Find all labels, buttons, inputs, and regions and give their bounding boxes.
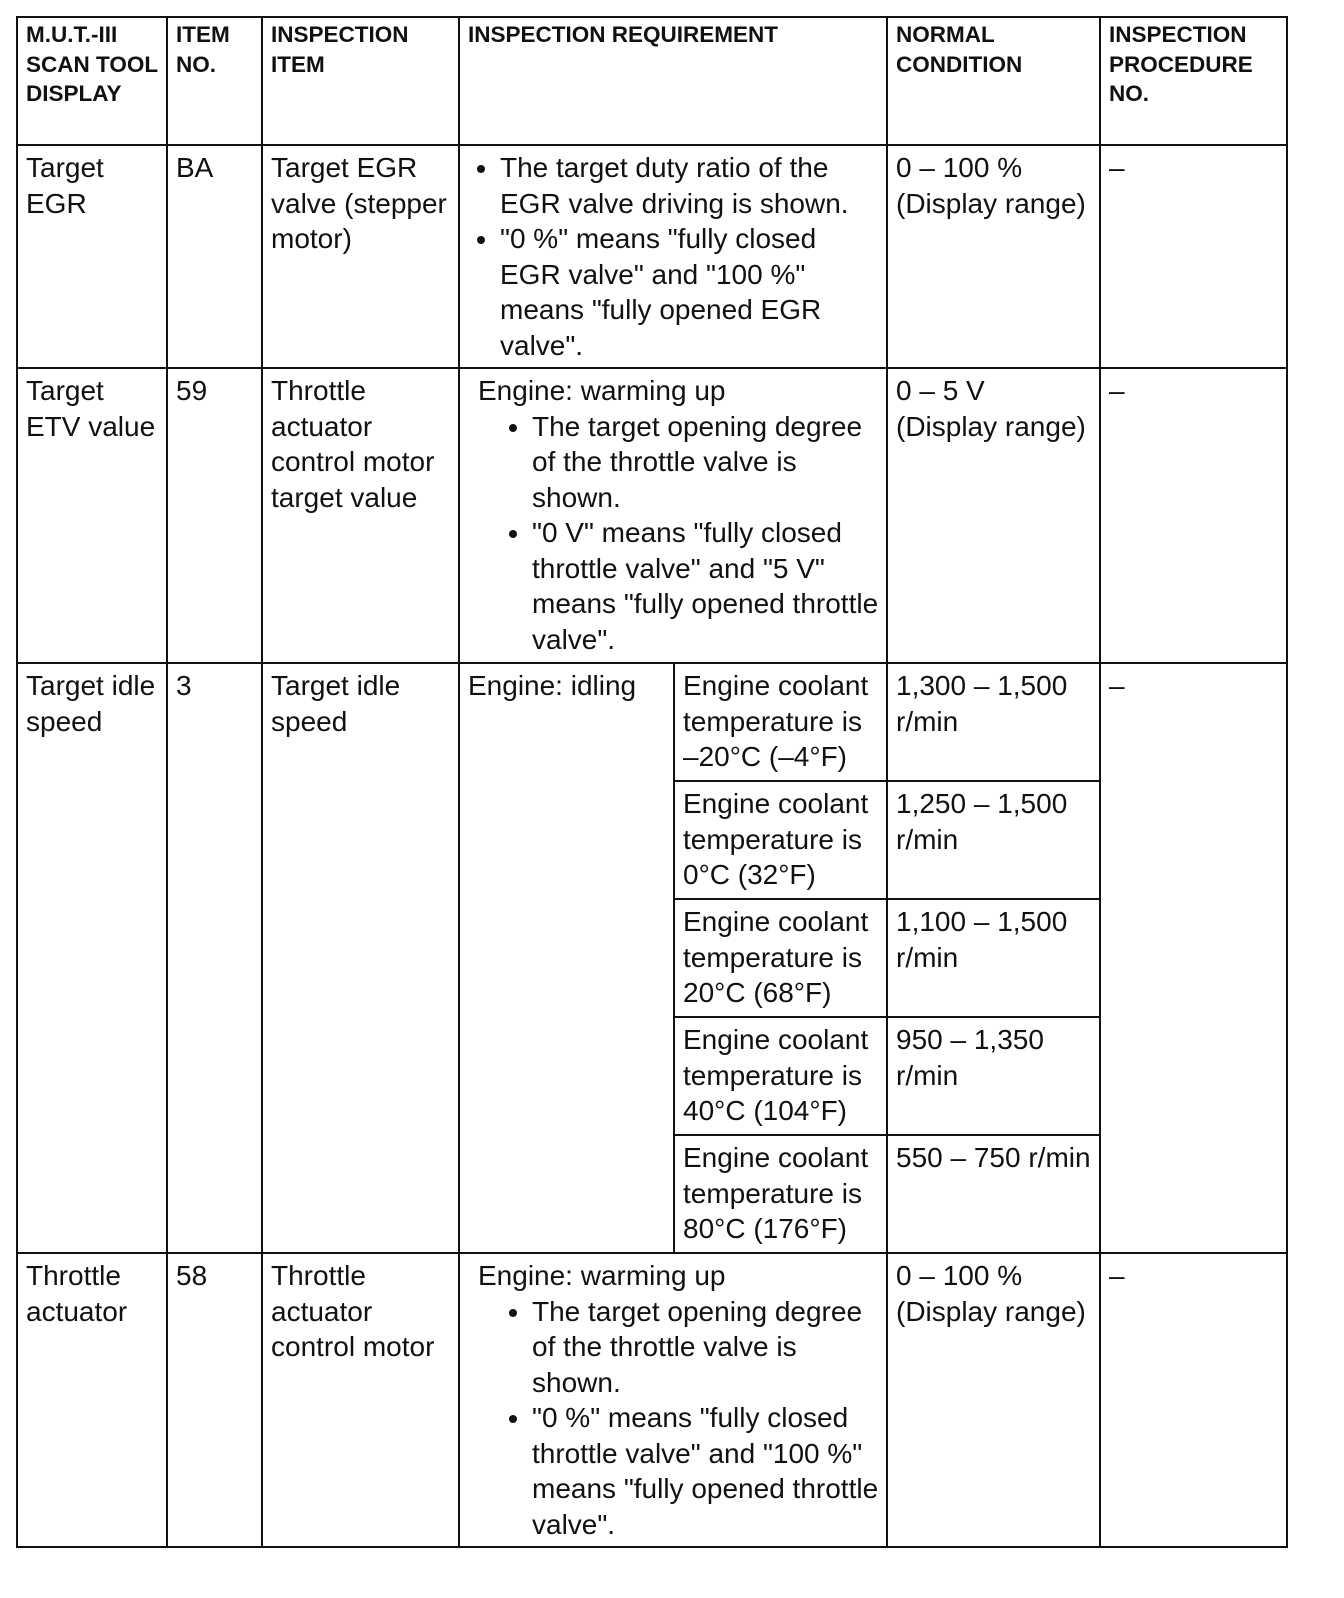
table-row — [17, 1253, 1287, 1547]
procedure-cell: – — [1100, 368, 1287, 663]
condition-text: Engine: warming up — [478, 375, 726, 406]
display-cell: Target ETV value — [17, 368, 167, 663]
requirement-cell — [459, 145, 887, 368]
procedure-cell: – — [1100, 1253, 1287, 1547]
normal-cell: 950 – 1,350 r/min — [887, 1017, 1100, 1135]
requirement-cell — [459, 368, 887, 663]
header-normal: NORMAL CONDITION — [887, 17, 1100, 145]
normal-cell: 550 – 750 r/min — [887, 1135, 1100, 1253]
header-item: INSPECTION ITEM — [262, 17, 459, 145]
subcondition-cell: Engine coolant temperature is 0°C (32°F) — [674, 781, 887, 899]
normal-cell: 1,100 – 1,500 r/min — [887, 899, 1100, 1017]
requirement-bullet: • The target opening degree of the throttle valve is shown. — [532, 409, 880, 516]
table-row — [17, 663, 1287, 781]
item-no-cell: 3 — [167, 663, 262, 1253]
item-cell: Target idle speed — [262, 663, 459, 1253]
header-requirement: INSPECTION REQUIREMENT — [459, 17, 887, 145]
requirement-list — [468, 1294, 880, 1543]
normal-cell: 0 – 100 % (Display range) — [887, 145, 1100, 368]
subcondition-cell: Engine coolant temperature is 40°C (104°F) — [674, 1017, 887, 1135]
subcondition-cell: Engine coolant temperature is 80°C (176°F) — [674, 1135, 887, 1253]
requirement-bullet: • "0 %" means "fully closed throttle valve" and "100 %" means "fully opened throttle valve". — [532, 1400, 880, 1542]
requirement-list — [468, 150, 880, 363]
subcondition-cell: Engine coolant temperature is 20°C (68°F) — [674, 899, 887, 1017]
condition-text: Engine: warming up — [478, 1260, 726, 1291]
header-display: M.U.T.-III SCAN TOOL DISPLAY — [17, 17, 167, 145]
header-procedure: INSPECTION PROCEDURE NO. — [1100, 17, 1287, 145]
procedure-cell: – — [1100, 145, 1287, 368]
requirement-bullet: • The target opening degree of the throttle valve is shown. — [532, 1294, 880, 1401]
subcondition-cell: Engine coolant temperature is –20°C (–4°F) — [674, 663, 887, 781]
requirement-bullet: • The target duty ratio of the EGR valve driving is shown. — [500, 150, 880, 221]
requirement-bullet: • "0 V" means "fully closed throttle valve" and "5 V" means "fully opened throttle valve". — [532, 515, 880, 657]
header-item-no: ITEM NO. — [167, 17, 262, 145]
header-row — [17, 17, 1287, 145]
item-cell: Throttle actuator control motor — [262, 1253, 459, 1547]
table-row — [17, 145, 1287, 368]
normal-cell: 0 – 5 V (Display range) — [887, 368, 1100, 663]
item-cell: Target EGR valve (stepper motor) — [262, 145, 459, 368]
item-no-cell: 59 — [167, 368, 262, 663]
condition-cell: Engine: idling — [459, 663, 674, 1253]
normal-cell: 1,300 – 1,500 r/min — [887, 663, 1100, 781]
item-cell: Throttle actuator control motor target value — [262, 368, 459, 663]
normal-cell: 0 – 100 % (Display range) — [887, 1253, 1100, 1547]
procedure-cell: – — [1100, 663, 1287, 1253]
requirement-cell — [459, 1253, 887, 1547]
requirement-list — [468, 409, 880, 658]
inspection-table — [16, 16, 1288, 1548]
item-no-cell: 58 — [167, 1253, 262, 1547]
display-cell: Target idle speed — [17, 663, 167, 1253]
item-no-cell: BA — [167, 145, 262, 368]
requirement-bullet: • "0 %" means "fully closed EGR valve" and "100 %" means "fully opened EGR valve". — [500, 221, 880, 363]
display-cell: Throttle actuator — [17, 1253, 167, 1547]
table-row — [17, 368, 1287, 663]
display-cell: Target EGR — [17, 145, 167, 368]
normal-cell: 1,250 – 1,500 r/min — [887, 781, 1100, 899]
